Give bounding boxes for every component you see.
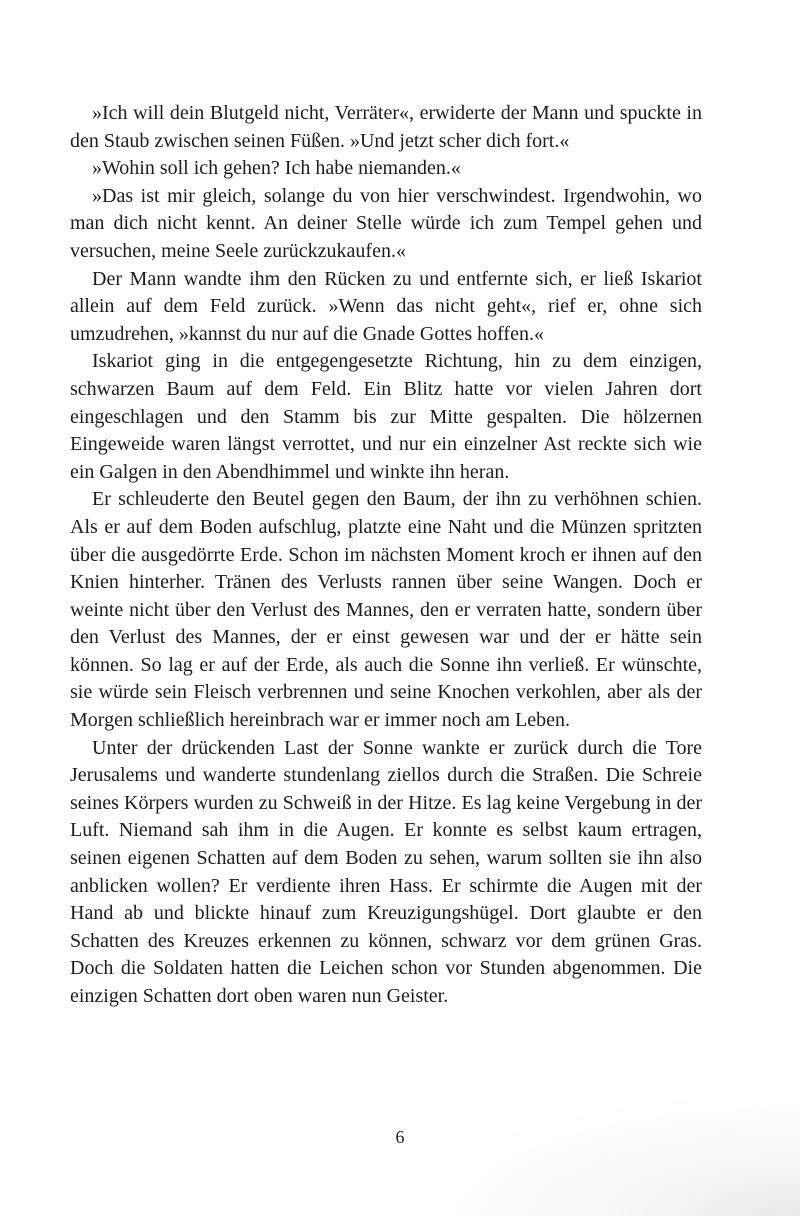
body-text bbox=[70, 100, 702, 1011]
page-number: 6 bbox=[395, 1127, 405, 1147]
paragraph-3: »Das ist mir gleich, solange du von hier verschwindest. Irgendwohin, wo man dich nicht kennt. An deiner Stelle würde ich zum Tempel gehen und versuchen, meine Seele zurückzukaufen.« bbox=[70, 184, 702, 262]
paragraph-2: »Wohin soll ich gehen? Ich habe niemanden.« bbox=[92, 157, 461, 180]
paragraph-4: Der Mann wandte ihm den Rücken zu und entfernte sich, er ließ Iskariot allein auf dem Feld zurück. »Wenn das nicht geht«, rief er, ohne sich umzudrehen, »kannst du nur auf die Gnade Gottes hoffen.« bbox=[70, 267, 702, 345]
paragraph-1: »Ich will dein Blutgeld nicht, Verräter«, erwiderte der Mann und spuckte in den Staub zwischen seinen Füßen. »Und jetzt scher dich fort.« bbox=[70, 102, 702, 152]
paragraph-5: Iskariot ging in die entgegengesetzte Richtung, hin zu dem einzigen, schwarzen Baum auf dem Feld. Ein Blitz hatte vor vielen Jahren dort eingeschlagen und den Stamm bis zur Mitte gespalten. Die hölzernen Eingeweide waren längst verrottet, und nur ein einzelner Ast reckte sich wie ein Galgen in den Abendhimmel und winkte ihn heran. bbox=[70, 350, 702, 483]
paragraph-6: Er schleuderte den Beutel gegen den Baum, der ihn zu verhöhnen schien. Als er auf dem Boden aufschlug, platzte eine Naht und die Münzen spritzten über die ausgedörrte Erde. Schon im nächsten Moment kroch er ihnen auf den Knien hinterher. Tränen des Verlusts rannen über seine Wangen. Doch er weinte nicht über den Verlust des Mannes, den er verraten hatte, sondern über den Verlust des Mannes, der er einst gewesen war und der er hätte sein können. So lag er auf der Erde, als auch die Sonne ihn verließ. Er wünschte, sie würde sein Fleisch verbrennen und seine Knochen verkohlen, aber als der Morgen schließlich hereinbrach war er immer noch am Leben. bbox=[70, 488, 702, 732]
paragraph-7: Unter der drückenden Last der Sonne wankte er zurück durch die Tore Jerusalems und wanderte stundenlang ziellos durch die Straßen. Die Schreie seines Körpers wurden zu Schweiß in der Hitze. Es lag keine Vergebung in der Luft. Niemand sah ihm in die Augen. Er konnte es selbst kaum ertragen, seinen eigenen Schatten auf dem Boden zu sehen, warum sollten sie ihn also anblicken wollen? Er verdiente ihren Hass. Er schirmte die Augen mit der Hand ab und blickte hinauf zum Kreuzigungshügel. Dort glaubte er den Schatten des Kreuzes erkennen zu können, schwarz vor dem grünen Gras. Doch die Soldaten hatten die Leichen schon vor Stunden abgenommen. Die einzigen Schatten dort oben waren nun Geister. bbox=[70, 736, 702, 1007]
page-shadow bbox=[420, 1096, 800, 1216]
